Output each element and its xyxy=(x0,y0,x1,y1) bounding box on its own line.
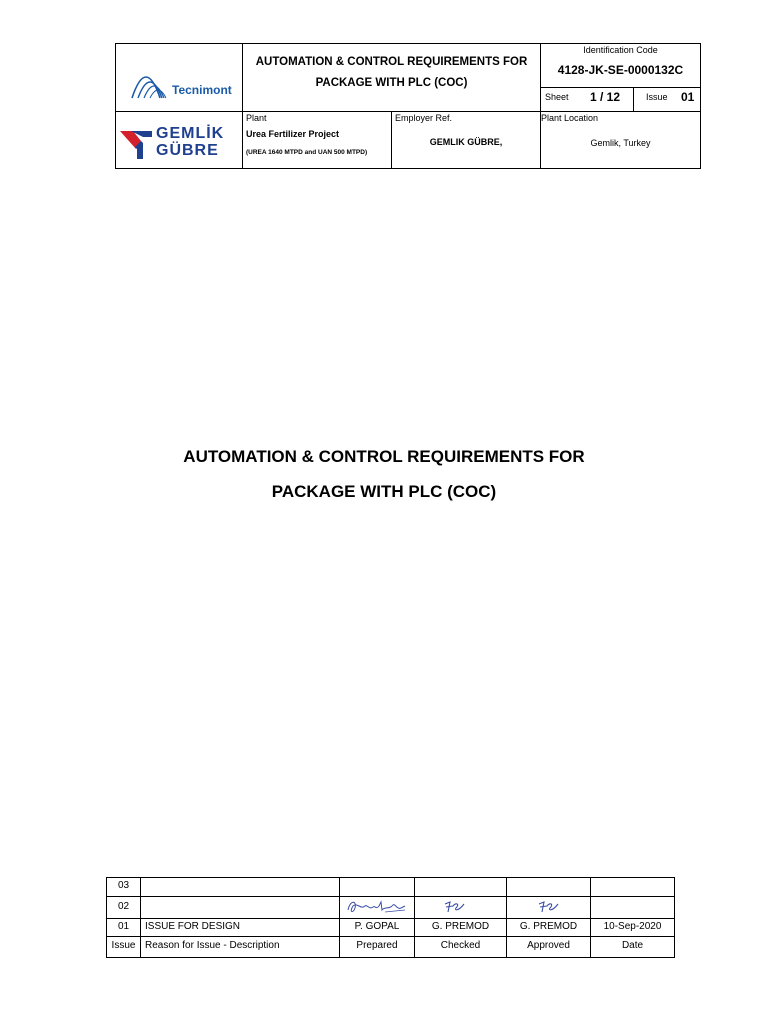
rev-header-approved: Approved xyxy=(527,940,570,951)
header-title-line1: AUTOMATION & CONTROL REQUIREMENTS FOR xyxy=(255,56,528,68)
rev-row-issue: 03 xyxy=(117,880,130,891)
employer-value: GEMLIK GÜBRE, xyxy=(429,137,503,147)
document-title-line1: AUTOMATION & CONTROL REQUIREMENTS FOR xyxy=(183,447,585,466)
issue-label: Issue xyxy=(646,92,668,102)
rev-header-issue: Issue xyxy=(111,940,136,951)
rev-row-issue: 02 xyxy=(117,901,130,912)
gemlik-logo-line2: GÜBRE xyxy=(156,142,219,159)
rev-row-prepared: P. GOPAL xyxy=(354,921,400,932)
rev-header-prepared: Prepared xyxy=(356,940,398,951)
prepared-signature-image xyxy=(345,898,409,916)
document-title-line2: PACKAGE WITH PLC (COC) xyxy=(271,482,497,501)
rev-header-description: Reason for Issue - Description xyxy=(145,940,280,951)
rev-header-date: Date xyxy=(621,940,644,951)
sheet-value: 1 / 12 xyxy=(590,90,621,104)
gemlik-emblem-icon xyxy=(119,127,153,161)
tecnimont-logo-text: Tecnimont xyxy=(172,83,232,97)
header-title-line2: PACKAGE WITH PLC (COC) xyxy=(315,77,468,89)
rev-row-issue: 01 xyxy=(117,921,130,932)
rev-row-description: ISSUE FOR DESIGN xyxy=(145,921,241,932)
checked-signature-image xyxy=(442,898,468,916)
rev-row-checked: G. PREMOD xyxy=(431,921,490,932)
id-code-label: Identification Code xyxy=(583,45,658,55)
gemlik-gubre-logo xyxy=(119,124,239,164)
approved-signature-image xyxy=(536,898,562,916)
tecnimont-logo xyxy=(120,58,238,103)
plant-name: Urea Fertilizer Project xyxy=(246,129,340,139)
sheet-label: Sheet xyxy=(545,92,569,102)
employer-label: Employer Ref. xyxy=(395,113,453,123)
rev-row-date: 10-Sep-2020 xyxy=(603,921,662,932)
location-label: Plant Location xyxy=(541,113,599,123)
gemlik-logo-line1: GEMLİK xyxy=(156,125,225,142)
header-title xyxy=(243,52,540,94)
plant-label: Plant xyxy=(246,113,267,123)
rev-row-approved: G. PREMOD xyxy=(519,921,578,932)
id-code-value: 4128-JK-SE-0000132C xyxy=(557,63,684,77)
plant-detail: (UREA 1640 MTPD and UAN 500 MTPD) xyxy=(246,149,368,156)
rev-header-checked: Checked xyxy=(440,940,481,951)
issue-value: 01 xyxy=(681,90,695,104)
location-value: Gemlik, Turkey xyxy=(590,138,651,148)
